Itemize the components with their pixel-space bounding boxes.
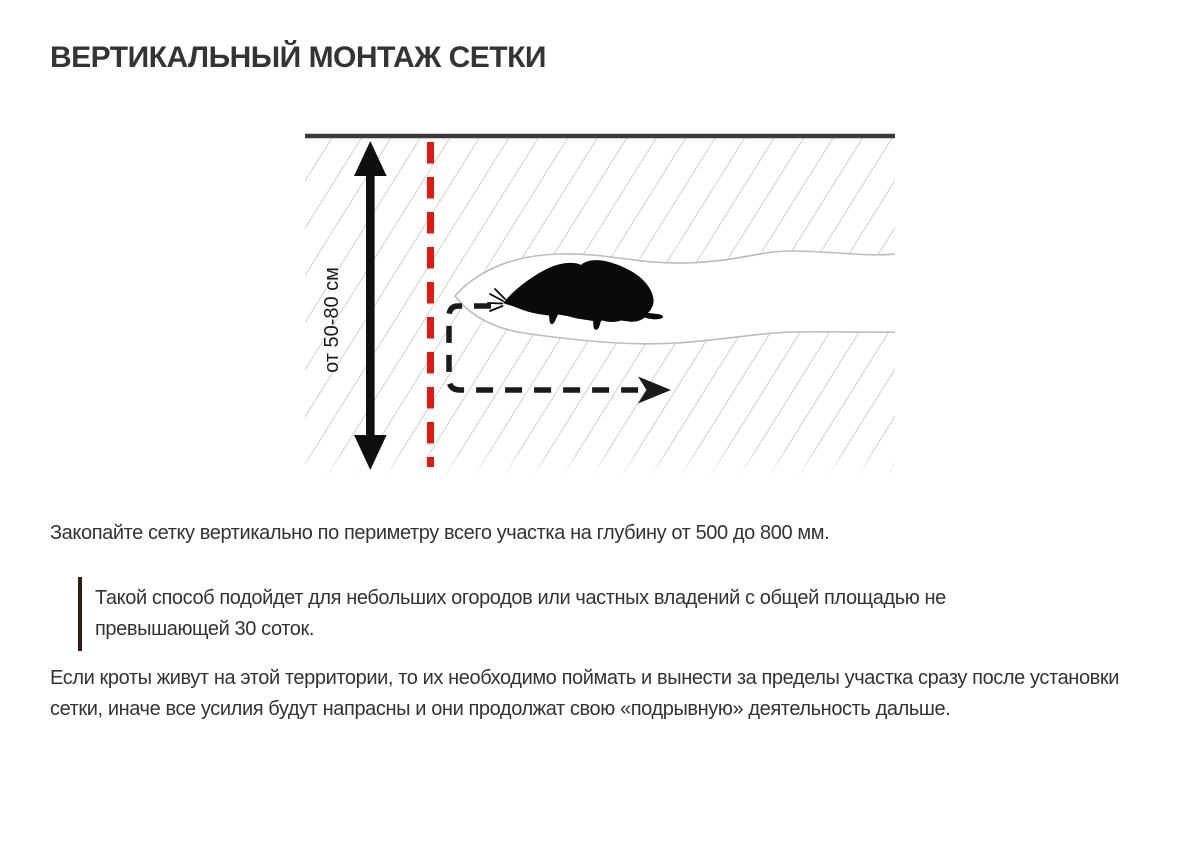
page-title: ВЕРТИКАЛЬНЫЙ МОНТАЖ СЕТКИ (50, 41, 546, 74)
soil-bottom-fade (305, 451, 895, 478)
intro-paragraph: Закопайте сетку вертикально по периметру всего участка на глубину от 500 до 800 мм. (50, 522, 830, 544)
vertical-mesh-diagram (305, 133, 895, 478)
diagram-canvas (305, 133, 895, 478)
depth-label: от 50-80 см (321, 267, 343, 373)
article-page (0, 42, 1200, 842)
warning-paragraph: Если кроты живут на этой территории, то их необходимо поймать и вынести за пределы участка сразу после установки сетки, иначе все усилия будут напрасны и они продолжат свою «подрывную» деятельность дальше. (50, 667, 1120, 720)
note-text: Такой способ подойдет для небольших огородов или частных владений с общей площадью не превышающей 30 соток. (95, 587, 946, 640)
note-blockquote (78, 577, 1098, 651)
depth-arrow-shaft (366, 169, 375, 442)
